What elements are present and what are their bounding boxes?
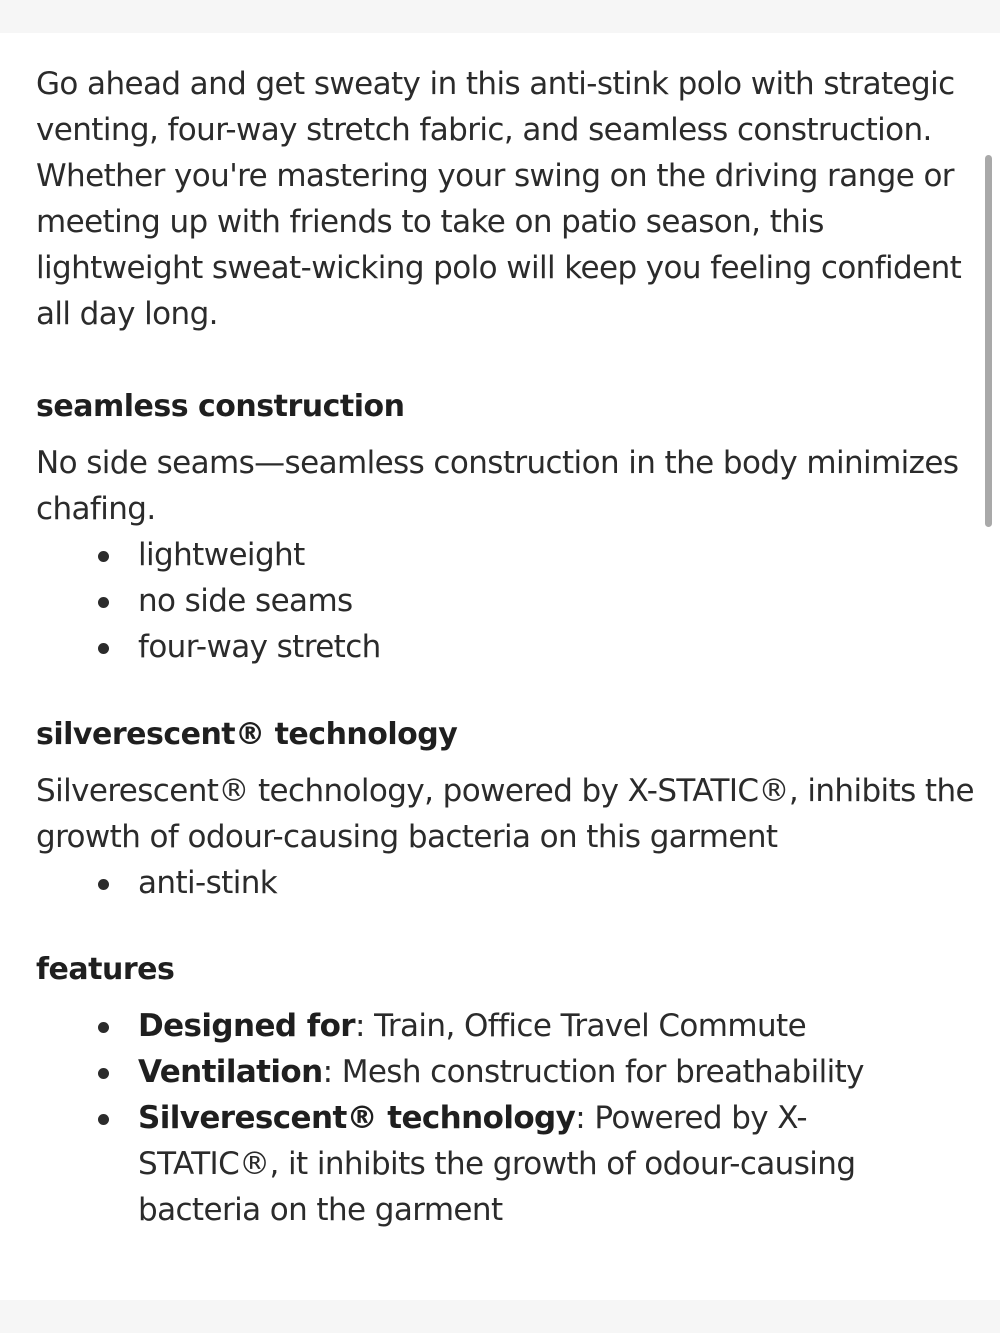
list-item: lightweight: [138, 532, 976, 578]
feature-label: Ventilation: [138, 1054, 323, 1090]
silverescent-technology-heading: silverescent® technology: [36, 717, 458, 752]
seamless-construction-description: No side seams—seamless construction in the body minimizes chafing.: [36, 445, 959, 527]
product-description: [36, 61, 976, 1233]
list-item: four-way stretch: [138, 624, 976, 670]
features-heading: features: [36, 952, 175, 987]
feature-item-designed-for: [138, 1003, 938, 1049]
scrollbar[interactable]: [985, 155, 992, 527]
list-item: no side seams: [138, 578, 976, 624]
feature-item-silverescent: [138, 1095, 938, 1233]
feature-text: : Train, Office Travel Commute: [354, 1008, 807, 1044]
feature-label: Designed for: [138, 1008, 355, 1044]
list-item: anti-stink: [138, 860, 976, 906]
feature-text: : Mesh construction for breathability: [322, 1054, 864, 1090]
intro-paragraph: Go ahead and get sweaty in this anti-stink polo with strategic venting, four-way stretch fabric, and seamless construction. Whether you're mastering your swing on the driving range or meeting up with friends to take on patio season, this lightweight sweat-wicking polo will keep you feeling confident all day long.: [36, 66, 962, 332]
features-list: [36, 1003, 938, 1233]
feature-text: : Powered by X-STATIC®, it inhibits the growth of odour-causing bacteria on the garment: [138, 1100, 856, 1228]
silverescent-technology-list: [36, 860, 976, 906]
feature-item-ventilation: [138, 1049, 938, 1095]
silverescent-technology-description: Silverescent® technology, powered by X-STATIC®, inhibits the growth of odour-causing bacteria on this garment: [36, 773, 975, 855]
seamless-construction-list: [36, 532, 976, 670]
seamless-construction-heading: seamless construction: [36, 389, 405, 424]
feature-label: Silverescent® technology: [138, 1100, 576, 1136]
